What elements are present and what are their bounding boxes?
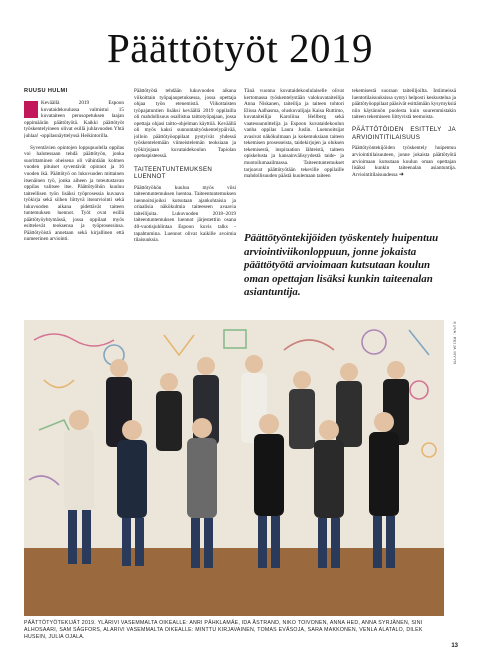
group-photo bbox=[24, 320, 444, 616]
body-paragraph-continued: Päättötyöntekijöiden työskentely huipentuu arviointitilaisuuteen, jonne jokaista päättötyötä arvioimaan kutsutaan koulun oman opettajan lisäksi kunkin taiteenalan asiantuntija. Arviointitilaisuudessa ➜ bbox=[352, 145, 456, 178]
article-title: Päättötyöt 2019 bbox=[106, 25, 373, 71]
body-paragraph: Päättötyöhön kuuluu myös viisi taiteentuntemuksen luentoa. Taiteentuntemuksen luennoitsijoiksi kutsutaan ajankohtaisia ja oriaalisia näkökulmia taiteeseen avaavia taiteilijoita. Lukuvuoden 2018–2019 taiteentuntemuksen luennot järjestettiin osana 40-vuotisjuhlintaa Espoon kuvis talks -tapahtumina. Luennot olivat kaikille avoimia tilaisuuksia. bbox=[134, 184, 236, 244]
lead-paragraph: Keväällä 2019 Espoon kuvataidekoulussa valmistui 15 kuvataiteen perusopetuksen laajan oppimäärän päättötyötä. Kaikki päättötyöt työskentelyineen olivat esillä juhlavuoden Yhtä juhlaa! -oppilasnäyttelyssä Heikintorilla. bbox=[24, 100, 124, 139]
photo-credit: KUVA: REIJA MYYR bbox=[452, 321, 458, 365]
body-paragraph: tekemisestä suoraan taiteilijoilta. Intiimeissä luentotilaisuuksissa syntyi helposti keskustelua ja päättötyöoppilaat pääsivät esittämään kysymyksiä niin käytännön puolesta kuin suuremmistakin taiteen tekemiseen liittyvistä teemoista. bbox=[352, 88, 456, 121]
body-paragraph: Tänä vuonna kuvataidekoululaiselle olivat kertomassa työskentelystään valokuvataiteilija Anna Niskanen, taiteilija ja taiteen tohtori Elissa Aalhasma, oluskuvalijaja Kaisa Ruttimo, kuvataiteilija Karoliina Hellberg sekä vaatesuunnittelija ja Espoon kuvataidekoulun vanha oppilas Laura Juslin. Luennoitsijat avasivat näkökulmaan ja kokemuksiaan taiteen tekemisen prosesseista, taidekirjojen ja oluksen tekemisestä, inspiraation lähteistä, taiteen opiskelusta ja kansainvälisyydestä taide- ja muotoilumaailmassa. Taiteentuntemukset tarjoavat päättötyötään tekeville oppilaille mahdollisuuden päästä kuulemaan taiteen bbox=[244, 88, 344, 180]
photo-caption: PÄÄTTÖTYÖTEKIJÄT 2019. YLÄRIVI VASEMMALTA OIKEALLE: ANRI PÄHKLAMÄE, IDA ÅSTRAND, NIKO TOIVONEN, ANNA HED, ANNA SYRJÄNEN, SINI ALHOSAARI, SAM SÄGFORS, ALARIVI VASEMMALTA OIKEALLE: MINTTU KIRJAVAINEN, TOMAS EVÄSOJA, SARA MAKKONEN, VENLA ALATALO, DILEK HUSEIN, JULIA OJALA. bbox=[24, 620, 423, 640]
text-column-4 bbox=[352, 88, 456, 203]
byline: RUUSU HULMI bbox=[24, 88, 68, 94]
continue-arrow-icon: ➜ bbox=[398, 170, 404, 178]
body-paragraph: Päättötyötä tehdään lukuvuoden aikana viikoittain työpajaopetuksessa, jossa opettaja ohjaa työn etenemistä. Viikottaisten työpajatuntien lisäksi keväällä 2019 oppilailla oli mahdollisuus osallistua taittotyöpajaan, jossa opettaja ohjasi taitto-ohjelman käyttöä. Keväällä oli myös kaksi sunnuntaityöskentelypäivää, jolloin päättötyöoppilaat pystyivät yhdessä työskentelemään viimeistelemän teoksiaan ja työkirjojaan kuvataidekoulun Tapiolan opetuspisteessä. bbox=[134, 88, 236, 160]
pull-quote: Päättötyöntekijöiden työskentely huipentuu arviointiviikonloppuun, jonne jokaista päättötyötä arvioimaan kutsutaan koulun oman opettajan lisäksi kunkin taiteenalan asiantuntija. bbox=[244, 232, 439, 299]
text-column-3 bbox=[244, 88, 344, 198]
subheading-lectures: TAITEENTUNTEMUKSEN LUENNOT bbox=[134, 165, 213, 181]
page-number: 13 bbox=[451, 643, 458, 649]
body-paragraph: Syventävien opintojen loppupuolella oppilas voi halutessaan tehdä päättötyön, jonka suorittaminen oheisena oli vähintään kolmen vuoden pituiset syventävät opinnot ja 16 vuoden ikä. Päättötyö on lukuvuoden mittainen itsenäinen työ, jonka aiheen ja toteutustavan oppilas valitsee itse. Päättötyöhön kuuluu taiteellisen työn lisäksi työprosessia kuvaava työkirja sekä siihen liittyvä itsearviointi sekä lukuvuoden aikana pidettävät taiteen tuntemuksen luennot. Työt ovat esillä päättötyöyhtymässä, jossa oppilaat myös esittelevät teoksensa ja työprosessinsa. Päättötyöistä annetaan sekä kirjallinen että numeerinen arviointi. bbox=[24, 144, 124, 243]
text-column-2 bbox=[134, 88, 236, 358]
text-column-1 bbox=[24, 88, 124, 358]
accent-dropcap bbox=[24, 101, 38, 118]
group-photo-illustration bbox=[24, 320, 444, 616]
subheading-evaluation: PÄÄTTÖTÖIDEN ESITTELY JA ARVIOINTITILAISUUS bbox=[352, 126, 456, 141]
